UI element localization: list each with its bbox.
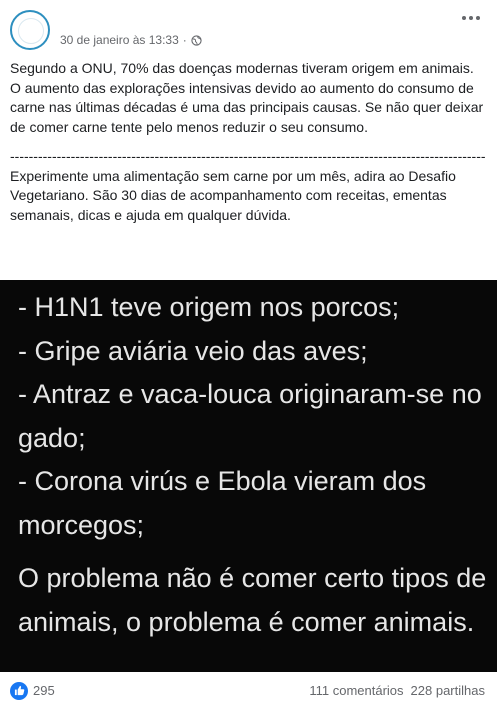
like-count: 295	[33, 683, 55, 698]
image-closing: O problema não é comer certo tipos de animais, o problema é comer animais.	[18, 563, 487, 637]
comments-count[interactable]: 111 comentários	[309, 683, 404, 698]
globe-icon	[191, 35, 202, 46]
image-text	[18, 286, 488, 644]
image-line-1: - H1N1 teve origem nos porcos;	[18, 292, 400, 322]
post-divider-dashes: ------------------------------------------------------------------------------------------------------	[10, 148, 486, 164]
post-header	[0, 0, 497, 56]
reactions[interactable]	[10, 682, 55, 700]
post-meta	[60, 33, 202, 47]
image-line-2: - Gripe aviária veio das aves;	[18, 335, 368, 366]
post-image[interactable]	[0, 280, 497, 672]
post-paragraph-1: Segundo a ONU, 70% das doenças modernas tiveram origem em animais.	[10, 60, 474, 76]
image-line-4: - Corona virús e Ebola vieram dos morcegos;	[18, 466, 427, 540]
more-options-icon[interactable]	[457, 6, 485, 30]
shares-count[interactable]: 228 partilhas	[410, 683, 485, 698]
avatar-image	[18, 18, 44, 44]
post-paragraph-2: O aumento das explorações intensivas devido ao aumento do consumo de carne nas últimas décadas é uma das principais causas. Se não quer deixar de comer carne tente pelo menos reduzir o seu consumo.	[10, 79, 484, 135]
image-line-3: - Antraz e vaca-louca originaram-se no gado;	[18, 379, 482, 453]
post-footer	[0, 672, 497, 709]
post-timestamp[interactable]: 30 de janeiro às 13:33	[60, 33, 179, 47]
post-paragraph-3: Experimente uma alimentação sem carne por um mês, adira ao Desafio Vegetariano. São 30 dias de acompanhamento com receitas, ementas semanais, dicas e ajuda em qualquer dúvida.	[10, 167, 456, 223]
engagement-counts	[309, 683, 485, 698]
thumbs-up-icon	[10, 682, 28, 700]
avatar[interactable]	[10, 10, 50, 50]
post-text	[10, 59, 488, 225]
meta-separator: ·	[182, 33, 187, 47]
